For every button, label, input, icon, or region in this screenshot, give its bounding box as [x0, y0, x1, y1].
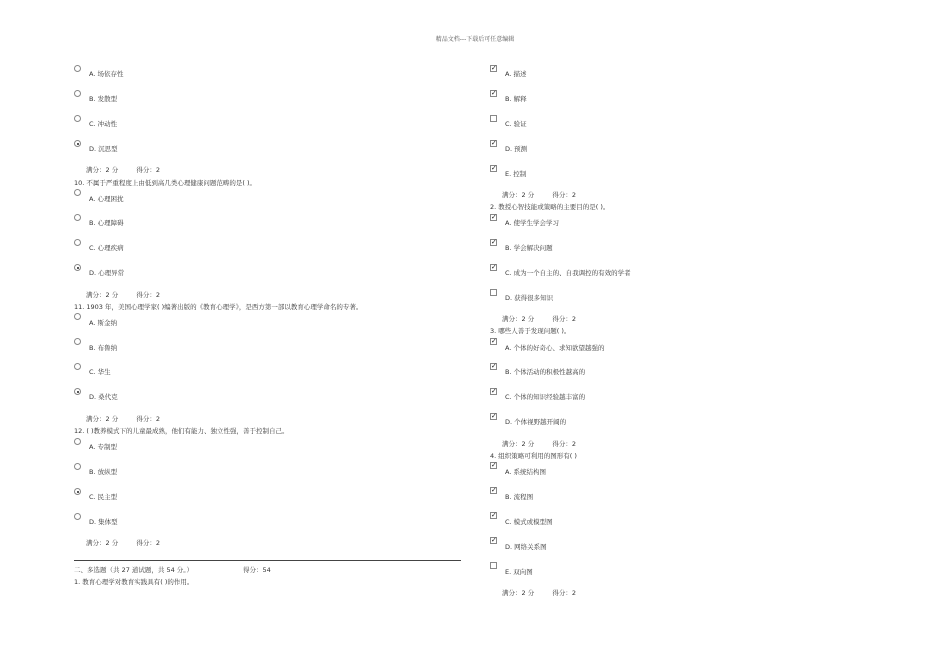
got-score: 得分：2 — [552, 315, 576, 323]
option-label: A. 斯金纳 — [89, 319, 117, 327]
section-score: 得分：54 — [243, 566, 271, 574]
checkbox-mq2-c[interactable]: ✓ — [491, 263, 497, 271]
option-label: C. 验证 — [505, 120, 527, 128]
score-line — [502, 439, 576, 448]
got-score: 得分：2 — [136, 291, 160, 299]
option-label: D. 沉思型 — [89, 145, 118, 153]
page-header: 精品文档---下载后可任意编辑 — [435, 36, 515, 43]
full-score: 满分：2 分 — [86, 415, 119, 423]
radio-q9-b[interactable] — [74, 90, 81, 97]
full-score: 满分：2 分 — [86, 539, 119, 547]
full-score: 满分：2 分 — [502, 440, 535, 448]
checkbox-mq1-e[interactable]: ✓ — [491, 164, 497, 172]
radio-q10-c[interactable] — [74, 239, 81, 246]
score-line — [86, 538, 160, 547]
radio-q12-b[interactable] — [74, 463, 81, 470]
checkbox-mq1-a[interactable]: ✓ — [491, 64, 497, 72]
option-label: A. 个体的好奇心、求知欲望越强的 — [505, 344, 605, 352]
score-line — [86, 414, 160, 423]
option-label: B. 放纵型 — [89, 468, 118, 476]
got-score: 得分：2 — [552, 589, 576, 597]
radio-q12-c[interactable] — [74, 488, 81, 495]
checkbox-mq3-c[interactable]: ✓ — [491, 387, 497, 395]
option-label: C. 民主型 — [89, 493, 118, 501]
full-score: 满分：2 分 — [86, 166, 119, 174]
full-score: 满分：2 分 — [86, 291, 119, 299]
checkbox-mq4-b[interactable]: ✓ — [491, 486, 497, 494]
multi-question-4-text: 4. 组织策略可利用的图形有( ) — [490, 452, 577, 460]
option-label: A. 专制型 — [89, 443, 117, 451]
multi-question-1-text: 1. 教育心理学对教育实践具有( )的作用。 — [74, 578, 194, 586]
radio-q9-c[interactable] — [74, 115, 81, 122]
full-score: 满分：2 分 — [502, 315, 535, 323]
option-label: C. 心理疾病 — [89, 244, 124, 252]
checkbox-mq4-e[interactable] — [490, 562, 497, 569]
got-score: 得分：2 — [136, 539, 160, 547]
radio-q10-b[interactable] — [74, 214, 81, 221]
radio-q11-b[interactable] — [74, 338, 81, 345]
checkbox-mq2-b[interactable]: ✓ — [491, 238, 497, 246]
option-label: B. 心理障碍 — [89, 219, 124, 227]
option-label: C. 冲动性 — [89, 120, 118, 128]
checkbox-mq4-c[interactable]: ✓ — [491, 511, 497, 519]
option-label: D. 预测 — [505, 145, 528, 153]
score-line — [86, 290, 160, 299]
option-label: B. 学会解决问题 — [505, 244, 553, 252]
checkbox-mq3-d[interactable]: ✓ — [491, 412, 497, 420]
checkbox-mq2-d[interactable] — [490, 289, 497, 296]
option-label: D. 心理异常 — [89, 269, 125, 277]
section-title: 二、多选题（共 27 道试题，共 54 分。） — [74, 566, 194, 574]
option-label: B. 解释 — [505, 95, 527, 103]
score-line — [502, 190, 576, 199]
multi-question-2-text: 2. 教授心智技能或策略的主要目的是( )。 — [490, 203, 610, 211]
got-score: 得分：2 — [552, 440, 576, 448]
checkbox-mq1-c[interactable] — [490, 115, 497, 122]
checkbox-mq2-a[interactable]: ✓ — [491, 213, 497, 221]
score-line — [86, 165, 160, 174]
option-label: A. 场依存性 — [89, 70, 124, 78]
option-label: C. 个体的知识经验越丰富的 — [505, 393, 586, 401]
score-line — [502, 314, 576, 323]
radio-q12-a[interactable] — [74, 438, 81, 445]
option-label: A. 描述 — [505, 70, 527, 78]
checkbox-mq1-b[interactable]: ✓ — [491, 89, 497, 97]
option-label: C. 模式或模型图 — [505, 518, 553, 526]
option-label: C. 成为一个自主的、自我调控的有效的学者 — [505, 269, 631, 277]
question-10-text: 10. 不属于严重程度上由低到高几类心理健康问题范畴的是( )。 — [74, 179, 257, 187]
option-label: E. 双向图 — [505, 568, 533, 576]
option-label: E. 控制 — [505, 170, 527, 178]
checkbox-mq3-a[interactable]: ✓ — [491, 337, 497, 345]
got-score: 得分：2 — [136, 415, 160, 423]
got-score: 得分：2 — [136, 166, 160, 174]
option-label: B. 流程图 — [505, 493, 534, 501]
full-score: 满分：2 分 — [502, 589, 535, 597]
radio-q9-a[interactable] — [74, 65, 81, 72]
checkbox-mq3-b[interactable]: ✓ — [491, 362, 497, 370]
multi-question-3-text: 3. 哪些人善于发现问题( )。 — [490, 327, 571, 335]
radio-q11-a[interactable] — [74, 313, 81, 320]
radio-q12-d[interactable] — [74, 513, 81, 520]
option-label: D. 集体型 — [89, 518, 118, 526]
option-label: D. 个体视野越开阔的 — [505, 418, 567, 426]
score-line — [502, 588, 576, 597]
radio-q10-a[interactable] — [74, 189, 81, 196]
option-label: D. 桑代克 — [89, 393, 118, 401]
radio-q11-d[interactable] — [74, 388, 81, 395]
got-score: 得分：2 — [552, 191, 576, 199]
radio-q9-d[interactable] — [74, 140, 81, 147]
option-label: B. 布鲁纳 — [89, 344, 118, 352]
checkbox-mq1-d[interactable]: ✓ — [491, 139, 497, 147]
checkbox-mq4-d[interactable]: ✓ — [491, 536, 497, 544]
section-divider — [74, 560, 461, 561]
option-label: C. 华生 — [89, 368, 111, 376]
option-label: B. 个体活动的积极性越高的 — [505, 368, 586, 376]
question-11-text: 11. 1903 年，美国心理学家( )编著出版的《教育心理学》，是西方第一部以教育心理学命名的专著。 — [74, 303, 363, 311]
option-label: D. 获得很多知识 — [505, 294, 554, 302]
question-12-text: 12. ( )教养模式下的儿童最成熟，他们有能力、独立性强，善于控制自己。 — [74, 427, 289, 435]
option-label: B. 发散型 — [89, 95, 118, 103]
option-label: D. 网络关系图 — [505, 543, 547, 551]
option-label: A. 使学生学会学习 — [505, 219, 559, 227]
option-label: A. 系统结构图 — [505, 468, 546, 476]
radio-q10-d[interactable] — [74, 264, 81, 271]
checkbox-mq4-a[interactable]: ✓ — [491, 461, 497, 469]
radio-q11-c[interactable] — [74, 363, 81, 370]
option-label: A. 心理困扰 — [89, 195, 124, 203]
full-score: 满分：2 分 — [502, 191, 535, 199]
